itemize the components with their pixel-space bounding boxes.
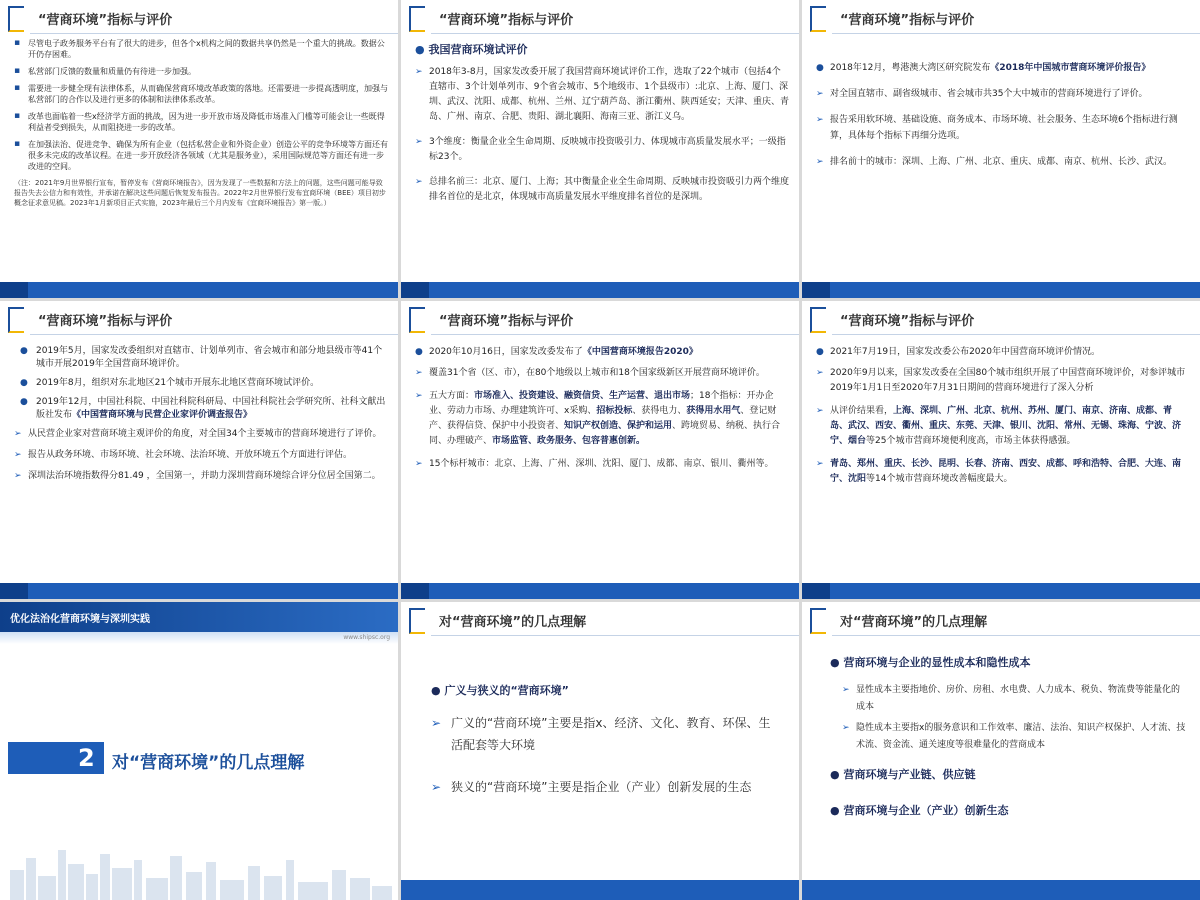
bullet-icon: ●: [816, 347, 824, 357]
report-title: 《2018年中国城市营商环境评价报告》: [990, 63, 1151, 73]
bracket-icon: [8, 6, 24, 32]
footer-accent: [401, 583, 429, 599]
footer-accent: [802, 282, 830, 298]
item-text: 总排名前三：北京、厦门、上海；其中衡量企业全生命周期、反映城市投资吸引力两个维度排名首位的是北京，体现城市高质量发展水平维度排名首位的是深圳。: [429, 177, 790, 202]
footer-bar: [401, 880, 799, 900]
arrow-icon: ➢: [816, 115, 824, 125]
list-item: [415, 366, 789, 381]
item-text: 2020年10月16日，国家发改委发布了: [429, 347, 583, 357]
arrow-icon: ➢: [14, 471, 22, 481]
banner-title: 优化法治化营商环境与深圳实践: [10, 614, 150, 625]
bold-text: 上海、深圳、广州、北京、杭州、苏州、厦门、南京、济南、成都、青岛、武汉、西安、衢州、重庆、东莞、天津、银川、沈阳、常州、无锡、珠海、宁波、济宁、烟台: [830, 406, 1182, 446]
wave-decoration: [0, 632, 398, 644]
slide-7[interactable]: [0, 602, 398, 900]
slide-title: “营商环境”指标与评价: [38, 314, 173, 329]
item-text: 显性成本主要指地价、房价、房租、水电费、人力成本、税负、物流费等能量化的成本: [856, 685, 1181, 712]
item-text: 排名前十的城市：深圳、上海、广州、北京、重庆、成都、南京、杭州、长沙、武汉。: [830, 157, 1173, 167]
arrow-icon: ➢: [415, 137, 423, 147]
heading-text: 我国营商环境试评价: [428, 43, 528, 56]
list-item: [415, 175, 789, 205]
slide-title: 对“营商环境”的几点理解: [439, 615, 587, 630]
bold-text: 招标投标: [596, 406, 633, 416]
slide-header: [401, 0, 799, 34]
bracket-icon: [409, 608, 425, 634]
slide-title: “营商环境”指标与评价: [38, 13, 173, 28]
slide-1[interactable]: [0, 0, 398, 298]
item-text: 2019年12月，中国社科院、中国社科院科研局、中国社科院社会学研究所、社科文献出版社发布: [36, 397, 386, 420]
item-text: 对全国直辖市、副省级城市、省会城市共35个大中城市的营商环境进行了评价。: [830, 89, 1148, 99]
section-heading: [830, 654, 1188, 670]
slide-9[interactable]: [802, 602, 1200, 900]
arrow-icon: ➢: [431, 780, 442, 794]
arrow-icon: ➢: [415, 177, 423, 187]
bullet-icon: ●: [20, 397, 28, 407]
arrow-icon: ➢: [816, 157, 824, 167]
footer-bar: [401, 282, 799, 298]
list-item: [14, 449, 388, 462]
list-item: [14, 396, 388, 422]
bullet-icon: ●: [20, 378, 28, 388]
arrow-icon: ➢: [14, 429, 22, 439]
list-item: [14, 38, 388, 60]
slide-header: [401, 602, 799, 636]
item-text: 隐性成本主要指x的服务意识和工作效率、廉洁、法治、知识产权保护、人才流、技术流、资金流、通关速度等很难量化的营商成本: [856, 723, 1186, 750]
bracket-icon: [810, 608, 826, 634]
bullet-icon: ●: [830, 804, 840, 817]
grid-divider: [799, 0, 802, 900]
arrow-icon: ➢: [816, 459, 824, 469]
item-text: 3个维度：衡量企业全生命周期、反映城市投资吸引力、体现城市高质量发展水平；一级指标23个。: [429, 137, 786, 162]
list-item: [14, 111, 388, 133]
header-divider: [30, 334, 398, 335]
slide-5[interactable]: [401, 301, 799, 599]
slide-body: [816, 60, 1190, 176]
arrow-icon: ➢: [415, 368, 423, 378]
slide-8[interactable]: [401, 602, 799, 900]
item-text: 报告采用软环境、基础设施、商务成本、市场环境、社会服务、生态环境6个指标进行测算，具体每个指标下再细分选项。: [830, 115, 1178, 141]
item-text: 五大方面：: [429, 391, 475, 401]
header-divider: [30, 33, 398, 34]
list-item: [816, 345, 1190, 360]
heading-text: 营商环境与企业的显性成本和隐性成本: [843, 656, 1031, 669]
section-number: 2: [78, 744, 95, 772]
bold-text: 知识产权创造、保护和运用: [564, 421, 673, 431]
city-skyline-icon: [0, 830, 398, 900]
bullet-icon: ●: [830, 768, 840, 781]
list-item: [14, 83, 388, 105]
item-text: 私营部门反馈的数量和质量仍有待进一步加强。: [28, 67, 196, 76]
item-text: 、跨境贸易、纳税、执行合同、办理破产、: [429, 421, 781, 446]
grid-divider: [0, 298, 1200, 301]
list-item: [816, 404, 1190, 449]
bracket-icon: [8, 307, 24, 333]
slide-title: 对“营商环境”的几点理解: [840, 615, 988, 630]
list-item: [415, 457, 789, 472]
slide-body: [431, 682, 779, 804]
report-title: 《中国营商环境报告2020》: [582, 347, 698, 357]
bracket-icon: [409, 6, 425, 32]
footnote: （注：2021年9月世界银行宣布，暂停发布《营商环境报告》，因为发现了一些数据和方法上的问题，这些问题可能导致报告失去公信力和有效性，并承诺在解决这些问题后恢复发布报告。2022年2月世界银行发布宜商环境（BEE）项目初步概念征求意见稿。2023年1月新项目正式实施，2023年最后三个月内发布《宜商环境报告》第一版。）: [14, 179, 386, 207]
bold-text: 市场监管、政务服务、包容普惠创新。: [492, 436, 646, 446]
footer-bar: [802, 880, 1200, 900]
list-item: [415, 65, 789, 125]
slide-title: “营商环境”指标与评价: [439, 13, 574, 28]
item-text: 2019年5月，国家发改委组织对直辖市、计划单列市、省会城市和部分地县级市等41个城市开展2019年全国营商环境评价。: [36, 346, 383, 369]
header-divider: [832, 334, 1200, 335]
section-heading: [830, 766, 1188, 782]
item-text: 15个标杆城市：北京、上海、广州、深圳、沈阳、厦门、成都、南京、银川、衢州等。: [429, 459, 774, 469]
bracket-icon: [810, 307, 826, 333]
slide-header: [0, 0, 398, 34]
item-text: 深圳法治环境指数得分81.49 ，全国第一，并助力深圳营商环境综合评分位居全国第二。: [28, 471, 381, 481]
item-text: 等14个城市营商环境改善幅度最大。: [866, 474, 1013, 484]
slide-title: “营商环境”指标与评价: [439, 314, 574, 329]
footer-accent: [802, 583, 830, 599]
section-title: 对“营商环境”的几点理解: [112, 753, 305, 773]
slide-2[interactable]: [401, 0, 799, 298]
item-text: 报告从政务环境、市场环境、社会环境、法治环境、开放环境五个方面进行评估。: [28, 450, 353, 460]
item-text: 改革也面临着一些x经济学方面的挑战，因为进一步开放市场及降低市场准入门槛等可能会让一些既得利益者受到损失，从而阻挠进一步的改革。: [28, 112, 385, 132]
report-title: 《中国营商环境与民营企业家评价调查报告》: [72, 410, 253, 420]
slide-title: “营商环境”指标与评价: [840, 314, 975, 329]
bracket-icon: [810, 6, 826, 32]
list-item: [14, 66, 388, 77]
slide-header: [802, 602, 1200, 636]
arrow-icon: ➢: [816, 89, 824, 99]
footer-bar: [0, 583, 398, 599]
item-text: 2018年12月，粤港澳大湾区研究院发布: [830, 63, 991, 73]
item-text: 覆盖31个省（区、市），在80个地级以上城市和18个国家级新区开展营商环境评价。: [429, 368, 765, 378]
item-text: 狭义的“营商环境”主要是指企业（产业）创新发展的生态: [451, 780, 752, 794]
bullet-icon: ▪: [14, 66, 21, 76]
slide-body: [415, 345, 789, 478]
list-item: [14, 428, 388, 441]
bracket-icon: [409, 307, 425, 333]
list-item: [830, 682, 1188, 716]
banner: [0, 602, 398, 632]
header-divider: [431, 635, 799, 636]
item-text: 在加强法治、促进竞争、确保为所有企业（包括私营企业和外资企业）创造公平的竞争环境等方面还有很多未完成的改革议程。在进一步开放经济各领域（尤其是服务业），采用国际规范等方面还有进一步改进的空间。: [28, 140, 388, 171]
list-item: [830, 720, 1188, 754]
item-text: 需要进一步健全现有法律体系，从而确保营商环境改革政策的落地。还需要进一步提高透明度，加强与私营部门的合作以及进行更多的体制和法律体系改革。: [28, 84, 388, 104]
slide-body: [415, 40, 789, 211]
section-heading: [431, 682, 779, 698]
arrow-icon: ➢: [842, 685, 850, 695]
item-text: 2019年8月，组织对东北地区21个城市开展东北地区营商环境试评价。: [36, 378, 320, 388]
list-item: [816, 86, 1190, 102]
bullet-icon: ●: [431, 684, 441, 697]
list-item: [431, 712, 779, 756]
heading-text: 营商环境与企业（产业）创新生态: [843, 804, 1009, 817]
slide-3[interactable]: [802, 0, 1200, 298]
slide-body: [14, 345, 388, 489]
site-url: www.shipsc.org: [343, 634, 390, 641]
arrow-icon: ➢: [415, 459, 423, 469]
slide-body: [816, 345, 1190, 493]
section-heading: [415, 42, 789, 57]
item-text: 从评价结果看，: [830, 406, 894, 416]
footer-accent: [0, 583, 28, 599]
slide-header: [401, 301, 799, 335]
header-divider: [832, 33, 1200, 34]
list-item: [14, 139, 388, 172]
list-item: [14, 345, 388, 371]
arrow-icon: ➢: [816, 406, 824, 416]
list-item: [431, 776, 779, 798]
list-item: [14, 470, 388, 483]
bullet-icon: ▪: [14, 139, 21, 149]
arrow-icon: ➢: [842, 723, 850, 733]
item-text: 、获得电力、: [632, 406, 687, 416]
section-heading: [830, 802, 1188, 818]
bullet-icon: ●: [816, 63, 824, 73]
slide-body: [830, 654, 1188, 818]
list-item: [415, 345, 789, 360]
bullet-icon: ●: [20, 346, 28, 356]
footer-accent: [0, 282, 28, 298]
header-divider: [832, 635, 1200, 636]
item-text: 2018年3-8月，国家发改委开展了我国营商环境试评价工作，选取了22个城市（包括4个直辖市、3个计划单列市、9个省会城市、5个地级市、1个县级市）:北京、上海、厦门、深圳、武汉、沈阳、成都、杭州、兰州、辽宁葫芦岛、浙江衢州、陕西延安；天津、重庆、青岛、广州、南京、合肥、贵阳、湖北襄阳、海南三亚、浙江义乌。: [429, 67, 790, 122]
item-text: 2021年7月19日，国家发改委公布2020年中国营商环境评价情况。: [830, 347, 1100, 357]
item-text: 等25个城市营商环境便利度高，市场主体获得感强。: [866, 436, 1076, 446]
bullet-icon: ●: [415, 43, 425, 56]
arrow-icon: ➢: [415, 67, 423, 77]
item-text: 从民营企业家对营商环境主观评价的角度，对全国34个主要城市的营商环境进行了评价。: [28, 429, 382, 439]
item-text: 广义的“营商环境”主要是指x、经济、文化、教育、环保、生活配套等大环境: [451, 716, 771, 752]
footer-bar: [802, 282, 1200, 298]
slide-6[interactable]: [802, 301, 1200, 599]
bullet-icon: ●: [830, 656, 840, 669]
footer-accent: [401, 282, 429, 298]
header-divider: [431, 33, 799, 34]
list-item: [816, 60, 1190, 76]
bullet-icon: ▪: [14, 111, 21, 121]
list-item: [816, 154, 1190, 170]
header-divider: [431, 334, 799, 335]
slide-title: “营商环境”指标与评价: [840, 13, 975, 28]
arrow-icon: ➢: [431, 716, 442, 730]
bold-text: 市场准入、投资建设、融资信贷、生产运营、退出市场: [474, 391, 691, 401]
heading-text: 广义与狭义的“营商环境”: [444, 684, 569, 697]
grid-divider: [398, 0, 401, 900]
list-item: [816, 366, 1190, 396]
heading-text: 营商环境与产业链、供应链: [843, 768, 976, 781]
bullet-icon: ●: [415, 347, 423, 357]
footer-bar: [401, 583, 799, 599]
slide-header: [0, 301, 398, 335]
item-text: 2020年9月以来，国家发改委在全国80个城市组织开展了中国营商环境评价，对参评城市2019年1月1日至2020年7月31日期间的营商环境进行了深入分析: [830, 368, 1186, 393]
bold-text: 青岛、郑州、重庆、长沙、昆明、长春、济南、西安、成都、呼和浩特、合肥、大连、南宁、沈阳: [830, 459, 1182, 484]
item-text: 、登记财产、获得信贷、保护中小投资者、: [429, 406, 777, 431]
slide-body: [14, 38, 388, 208]
arrow-icon: ➢: [14, 450, 22, 460]
list-item: [14, 377, 388, 390]
list-item: [415, 135, 789, 165]
arrow-icon: ➢: [415, 391, 423, 401]
arrow-icon: ➢: [816, 368, 824, 378]
slide-header: [802, 0, 1200, 34]
bullet-icon: ▪: [14, 38, 21, 48]
item-text: ；18个指标：开办企业、劳动力市场、办理建筑许可、x采购、: [429, 391, 774, 416]
bullet-icon: ▪: [14, 83, 21, 93]
footer-bar: [802, 583, 1200, 599]
list-item: [816, 457, 1190, 487]
list-item: [415, 389, 789, 449]
slide-header: [802, 301, 1200, 335]
slide-4[interactable]: [0, 301, 398, 599]
list-item: [816, 112, 1190, 144]
footer-bar: [0, 282, 398, 298]
grid-divider: [0, 599, 1200, 602]
item-text: 尽管电子政务服务平台有了很大的进步，但各个x机构之间的数据共享仍然是一个重大的挑战。数据公开仍存困难。: [28, 39, 385, 59]
bold-text: 获得用水用气: [686, 406, 741, 416]
